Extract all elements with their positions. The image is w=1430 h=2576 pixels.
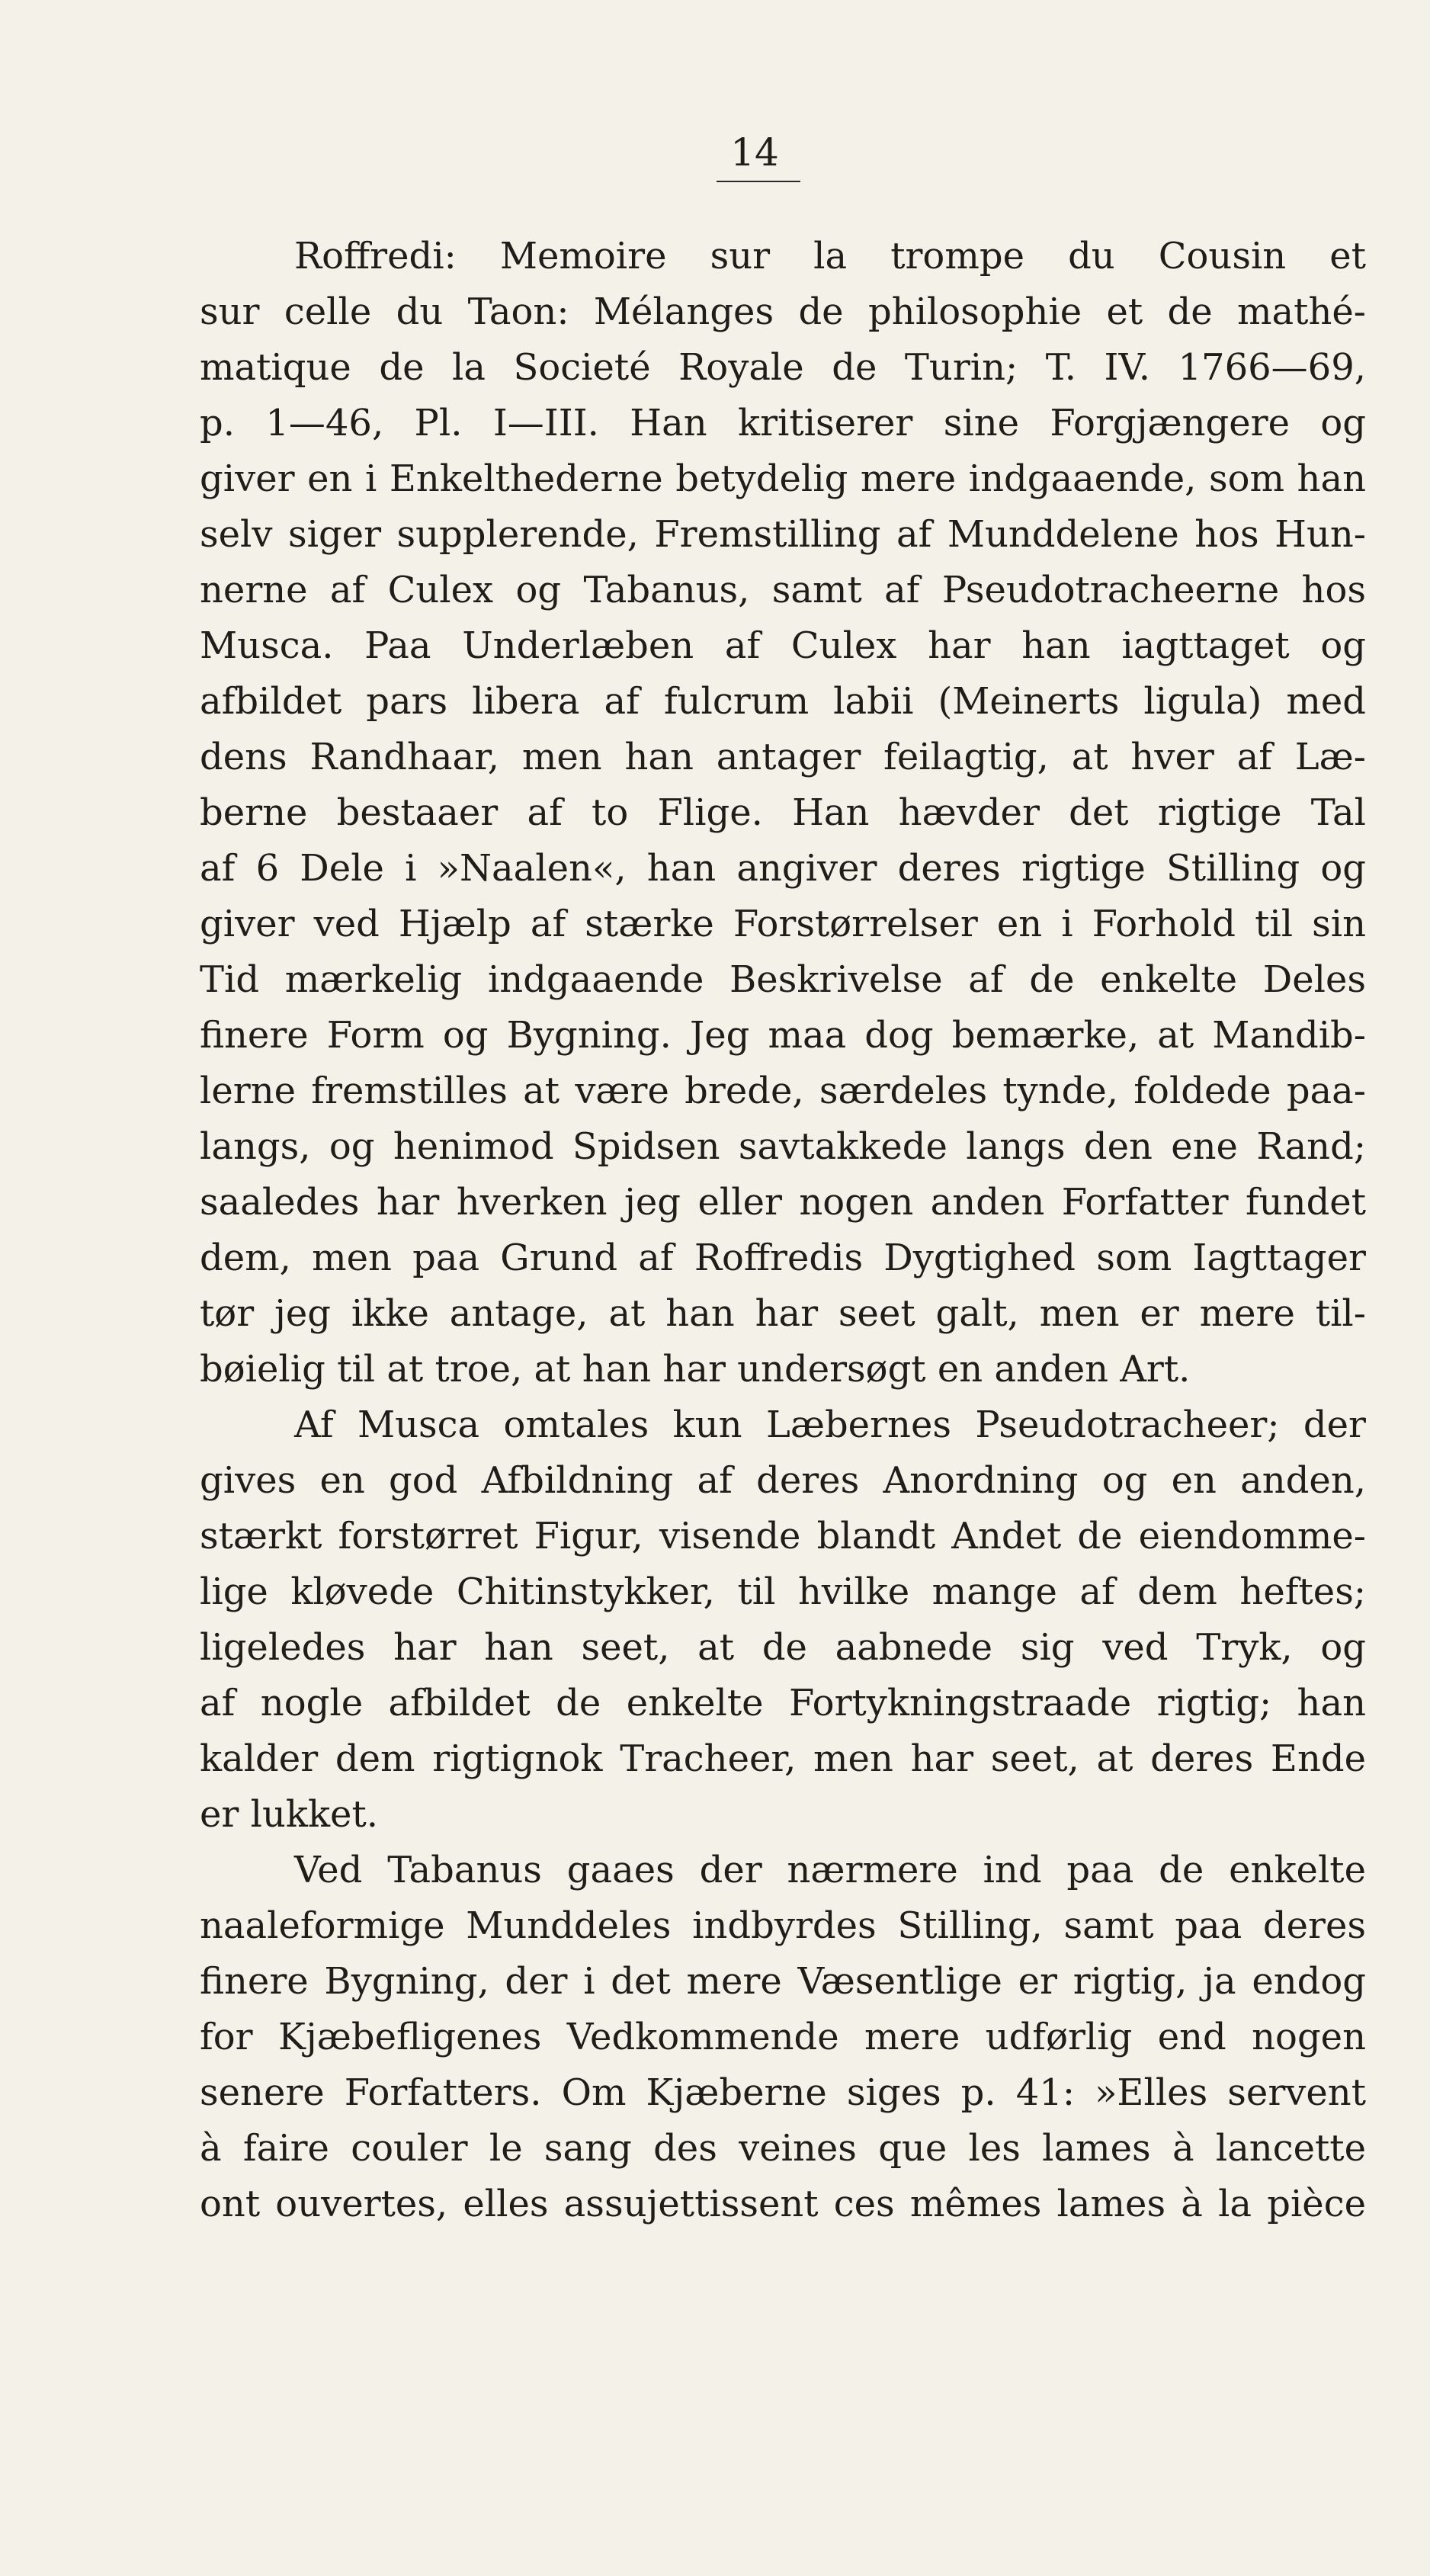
page-number-rule bbox=[717, 181, 800, 182]
text-line: senere Forfatters. Om Kjæberne siges p. 41: »Elles servent bbox=[200, 2071, 1366, 2114]
text-line: Musca. Paa Underlæben af Culex har han iagttaget og bbox=[200, 624, 1366, 667]
text-line: ont ouvertes, elles assujettissent ces mêmes lames à la pièce bbox=[200, 2183, 1366, 2225]
text-line: giver en i Enkelthederne betydelig mere indgaaende, som han bbox=[200, 457, 1366, 500]
text-line: berne bestaaer af to Flige. Han hævder det rigtige Tal bbox=[200, 791, 1366, 834]
text-line: matique de la Societé Royale de Turin; T. IV. 1766—69, bbox=[200, 346, 1366, 389]
text-line: er lukket. bbox=[200, 1793, 378, 1836]
text-line: giver ved Hjælp af stærke Forstørrelser en i Forhold til sin bbox=[200, 903, 1366, 945]
text-line: p. 1—46, Pl. I—III. Han kritiserer sine Forgjængere og bbox=[200, 402, 1366, 444]
text-line: Ved Tabanus gaaes der nærmere ind paa de enkelte bbox=[294, 1849, 1366, 1891]
text-line: naaleformige Munddeles indbyrdes Stilling, samt paa deres bbox=[200, 1904, 1366, 1947]
text-line: sur celle du Taon: Mélanges de philosophie et de mathé- bbox=[200, 290, 1366, 333]
text-line: gives en god Afbildning af deres Anordning og en anden, bbox=[200, 1459, 1366, 1502]
text-line: dem, men paa Grund af Roffredis Dygtighed som Iagttager bbox=[200, 1237, 1366, 1279]
text-line: Tid mærkelig indgaaende Beskrivelse af de enkelte Deles bbox=[200, 958, 1366, 1001]
text-line: saaledes har hverken jeg eller nogen anden Forfatter fundet bbox=[200, 1181, 1366, 1224]
text-line: for Kjæbefligenes Vedkommende mere udførlig end nogen bbox=[200, 2016, 1366, 2058]
text-line: lige kløvede Chitinstykker, til hvilke mange af dem heftes; bbox=[200, 1570, 1366, 1613]
text-line: af 6 Dele i »Naalen«, han angiver deres rigtige Stilling og bbox=[200, 847, 1366, 890]
text-line: stærkt forstørret Figur, visende blandt Andet de eiendomme- bbox=[200, 1515, 1366, 1557]
text-line: Roffredi: Memoire sur la trompe du Cousin et bbox=[294, 235, 1366, 277]
text-line: lerne fremstilles at være brede, særdeles tynde, foldede paa- bbox=[200, 1070, 1366, 1112]
text-line: finere Bygning, der i det mere Væsentlige er rigtig, ja endog bbox=[200, 1960, 1366, 2003]
text-line: dens Randhaar, men han antager feilagtig, at hver af Læ- bbox=[200, 736, 1366, 778]
text-line: nerne af Culex og Tabanus, samt af Pseudotracheerne hos bbox=[200, 569, 1366, 611]
text-line: finere Form og Bygning. Jeg maa dog bemærke, at Mandib- bbox=[200, 1014, 1366, 1057]
text-line: à faire couler le sang des veines que les lames à lancette bbox=[200, 2127, 1366, 2170]
text-line: selv siger supplerende, Fremstilling af Munddelene hos Hun- bbox=[200, 513, 1366, 556]
page-number: 14 bbox=[730, 130, 779, 175]
text-line: af nogle afbildet de enkelte Fortykningstraade rigtig; han bbox=[200, 1682, 1366, 1724]
text-line: Af Musca omtales kun Læbernes Pseudotracheer; der bbox=[294, 1403, 1366, 1446]
text-line: ligeledes har han seet, at de aabnede sig ved Tryk, og bbox=[200, 1626, 1366, 1669]
text-line: bøielig til at troe, at han har undersøgt en anden Art. bbox=[200, 1348, 1191, 1391]
text-line: tør jeg ikke antage, at han har seet galt, men er mere til- bbox=[200, 1292, 1366, 1335]
text-line: afbildet pars libera af fulcrum labii (Meinerts ligula) med bbox=[200, 680, 1366, 723]
body-text bbox=[200, 229, 1366, 2232]
text-line: kalder dem rigtignok Tracheer, men har seet, at deres Ende bbox=[200, 1737, 1366, 1780]
text-line: langs, og henimod Spidsen savtakkede langs den ene Rand; bbox=[200, 1125, 1366, 1168]
